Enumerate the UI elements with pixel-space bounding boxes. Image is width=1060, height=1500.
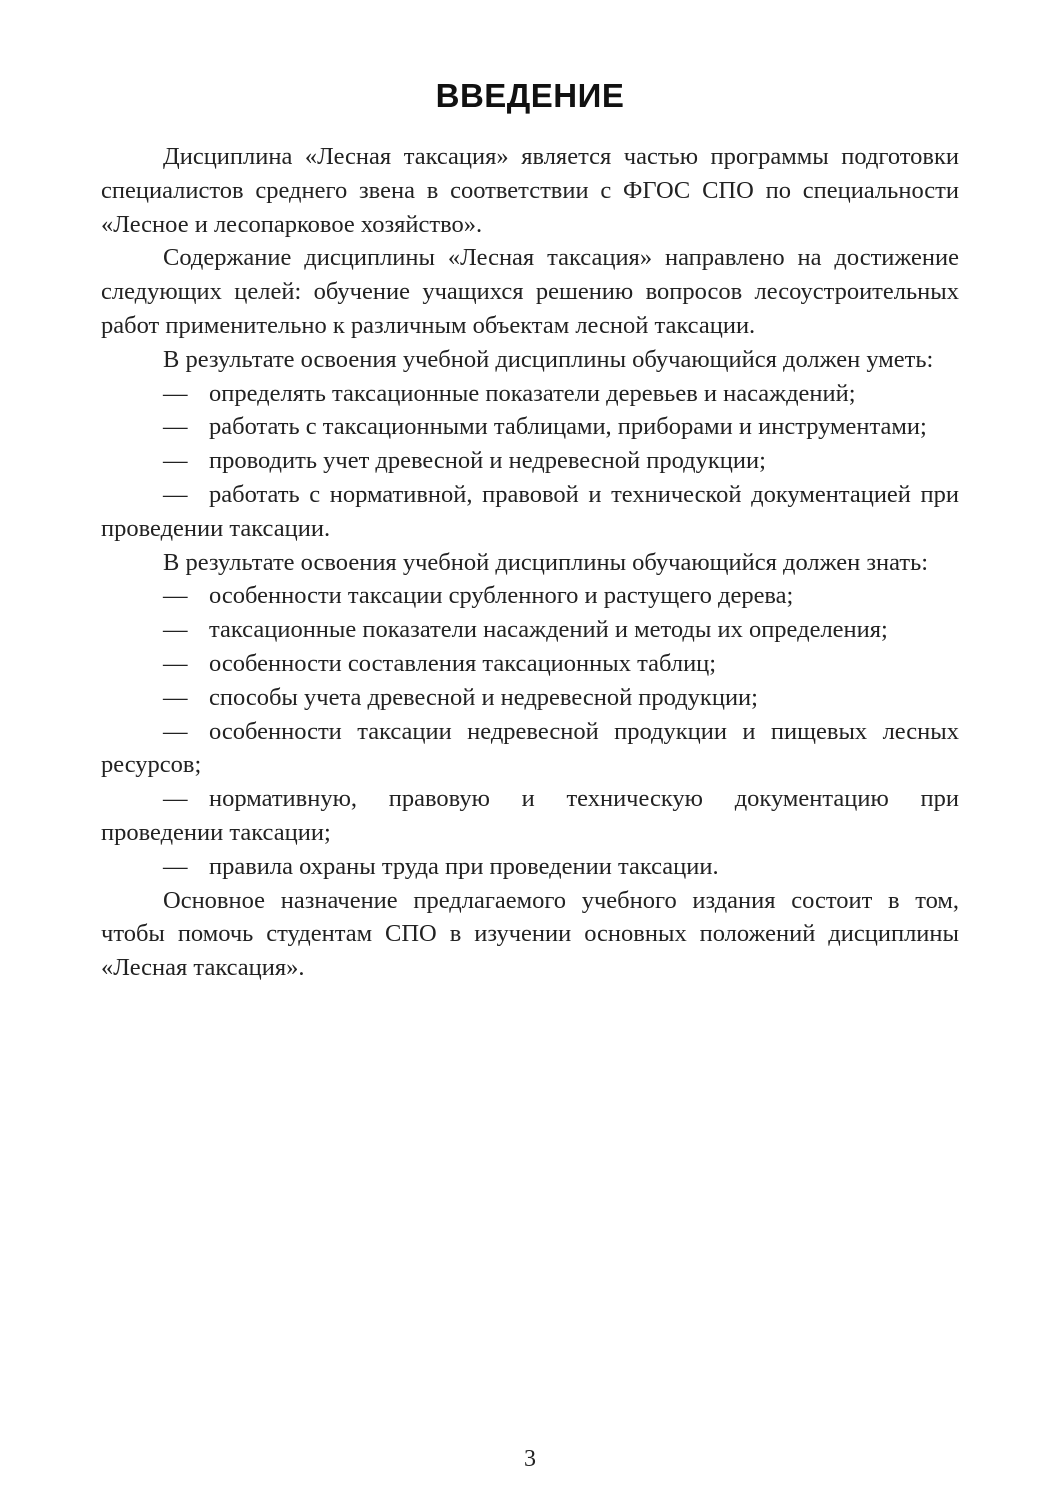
goals-paragraph: Содержание дисциплины «Лесная таксация» направлено на достижение следующих целей: обучение учащихся решению вопросов лесоустроительных работ применительно к различным объектам лесной таксации. (101, 244, 959, 339)
knowledge-intro: В результате освоения учебной дисциплины обучающийся должен знать: (163, 548, 929, 576)
dash-bullet: — (163, 649, 188, 677)
knowledge-item (101, 613, 959, 647)
knowledge-text: особенности таксации недревесной продукции и пищевых лесных ресурсов; (101, 717, 959, 779)
knowledge-text: таксационные показатели насаждений и методы их определения; (209, 616, 888, 644)
knowledge-item (101, 647, 959, 681)
dash-bullet: — (163, 480, 188, 508)
skill-item (101, 478, 959, 546)
page-number: 3 (524, 1446, 536, 1472)
page-body (101, 140, 959, 985)
dash-bullet: — (163, 582, 188, 610)
dash-bullet: — (163, 616, 188, 644)
purpose-paragraph: Основное назначение предлагаемого учебного издания состоит в том, чтобы помочь студентам СПО в изучении основных положений дисциплины «Лесная таксация». (101, 886, 959, 982)
skill-item (101, 444, 959, 478)
dash-bullet: — (163, 717, 188, 745)
skill-text: проводить учет древесной и недревесной продукции; (209, 447, 766, 475)
skill-text: определять таксационные показатели деревьев и насаждений; (209, 379, 856, 407)
dash-bullet: — (163, 413, 188, 441)
knowledge-item (101, 715, 959, 783)
skill-item (101, 377, 959, 411)
knowledge-item (101, 782, 959, 850)
page-title: ВВЕДЕНИЕ (435, 77, 625, 114)
dash-bullet: — (163, 852, 188, 880)
skill-item (101, 410, 959, 444)
dash-bullet: — (163, 785, 188, 813)
dash-bullet: — (163, 447, 188, 475)
dash-bullet: — (163, 379, 188, 407)
skills-intro: В результате освоения учебной дисциплины обучающийся должен уметь: (163, 345, 934, 373)
skill-text: работать с таксационными таблицами, приборами и инструментами; (209, 413, 927, 441)
skill-text: работать с нормативной, правовой и технической документацией при проведении таксации. (101, 480, 959, 542)
knowledge-item (101, 579, 959, 613)
knowledge-item (101, 681, 959, 715)
intro-paragraph: Дисциплина «Лесная таксация» является частью программы подготовки специалистов среднего звена в соответствии с ФГОС СПО по специальности «Лесное и лесопарковое хозяйство». (101, 143, 959, 238)
knowledge-item (101, 850, 959, 884)
knowledge-text: правила охраны труда при проведении таксации. (209, 852, 719, 880)
dash-bullet: — (163, 683, 188, 711)
knowledge-text: особенности составления таксационных таблиц; (209, 649, 717, 677)
knowledge-text: нормативную, правовую и техническую документацию при проведении таксации; (101, 785, 959, 846)
knowledge-text: особенности таксации срубленного и растущего дерева; (209, 582, 794, 610)
knowledge-text: способы учета древесной и недревесной продукции; (209, 683, 758, 711)
